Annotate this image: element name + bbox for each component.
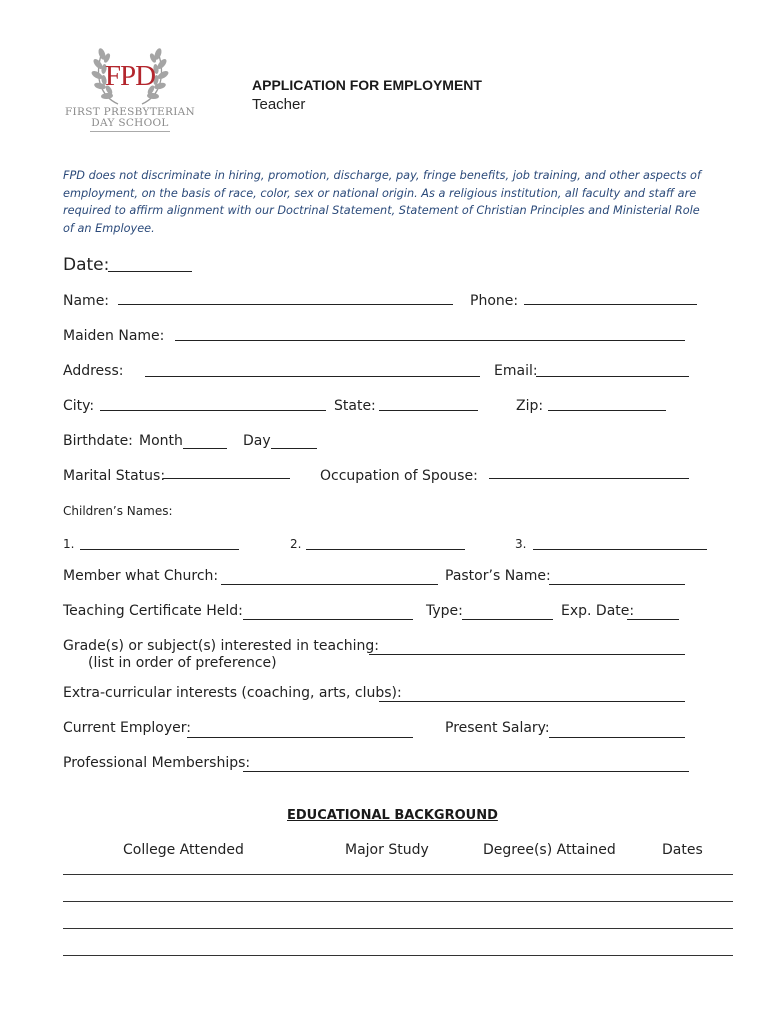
maiden-name-label: Maiden Name: bbox=[63, 328, 165, 344]
address-field[interactable] bbox=[145, 376, 480, 377]
cert-type-field[interactable] bbox=[462, 619, 553, 620]
current-employer-label: Current Employer: bbox=[63, 720, 191, 736]
extra-curricular-field[interactable] bbox=[379, 701, 685, 702]
child-3-label: 3. bbox=[515, 537, 527, 551]
column-header-major: Major Study bbox=[345, 842, 429, 858]
address-label: Address: bbox=[63, 363, 124, 379]
education-row-3-field[interactable] bbox=[63, 928, 733, 929]
date-field[interactable] bbox=[108, 271, 192, 272]
logo-underline bbox=[90, 131, 170, 132]
child-1-field[interactable] bbox=[80, 549, 239, 550]
logo-monogram: FPD bbox=[104, 60, 156, 92]
phone-field[interactable] bbox=[524, 304, 697, 305]
state-field[interactable] bbox=[379, 410, 478, 411]
maiden-name-field[interactable] bbox=[175, 340, 685, 341]
pastor-name-field[interactable] bbox=[549, 584, 685, 585]
member-church-field[interactable] bbox=[221, 584, 438, 585]
school-logo bbox=[60, 38, 200, 133]
birthdate-label: Birthdate: bbox=[63, 433, 133, 449]
child-3-field[interactable] bbox=[533, 549, 707, 550]
zip-field[interactable] bbox=[548, 410, 666, 411]
teaching-cert-field[interactable] bbox=[243, 619, 413, 620]
column-header-degree: Degree(s) Attained bbox=[483, 842, 616, 858]
city-label: City: bbox=[63, 398, 95, 414]
present-salary-field[interactable] bbox=[549, 737, 685, 738]
zip-label: Zip: bbox=[516, 398, 544, 414]
child-2-field[interactable] bbox=[306, 549, 465, 550]
state-label: State: bbox=[334, 398, 376, 414]
city-field[interactable] bbox=[100, 410, 326, 411]
education-row-4-field[interactable] bbox=[63, 955, 733, 956]
current-employer-field[interactable] bbox=[187, 737, 413, 738]
form-subtitle: Teacher bbox=[252, 96, 306, 113]
marital-status-label: Marital Status: bbox=[63, 468, 166, 484]
extra-curricular-label: Extra-curricular interests (coaching, arts, clubs): bbox=[63, 685, 402, 701]
cert-type-label: Type: bbox=[426, 603, 463, 619]
education-row-2-field[interactable] bbox=[63, 901, 733, 902]
exp-date-field[interactable] bbox=[627, 619, 679, 620]
childrens-names-label: Children’s Names: bbox=[63, 504, 173, 518]
phone-label: Phone: bbox=[470, 293, 519, 309]
email-field[interactable] bbox=[536, 376, 689, 377]
child-2-label: 2. bbox=[290, 537, 302, 551]
column-header-dates: Dates bbox=[662, 842, 703, 858]
date-label: Date: bbox=[63, 255, 110, 275]
occupation-spouse-label: Occupation of Spouse: bbox=[320, 468, 478, 484]
marital-status-field[interactable] bbox=[163, 478, 290, 479]
month-label: Month bbox=[139, 433, 183, 449]
education-section-title: EDUCATIONAL BACKGROUND bbox=[287, 808, 498, 823]
column-header-college: College Attended bbox=[123, 842, 244, 858]
prof-memberships-field[interactable] bbox=[243, 771, 689, 772]
logo-line-2: DAY SCHOOL bbox=[91, 117, 169, 129]
day-label: Day bbox=[243, 433, 271, 449]
child-1-label: 1. bbox=[63, 537, 75, 551]
day-field[interactable] bbox=[271, 448, 317, 449]
month-field[interactable] bbox=[183, 448, 227, 449]
grades-subjects-label: Grade(s) or subject(s) interested in teaching: bbox=[63, 638, 380, 654]
preference-note: (list in order of preference) bbox=[88, 655, 277, 671]
email-label: Email: bbox=[494, 363, 538, 379]
grades-subjects-field[interactable] bbox=[369, 654, 685, 655]
prof-memberships-label: Professional Memberships: bbox=[63, 755, 251, 771]
present-salary-label: Present Salary: bbox=[445, 720, 550, 736]
name-label: Name: bbox=[63, 293, 110, 309]
member-church-label: Member what Church: bbox=[63, 568, 219, 584]
occupation-spouse-field[interactable] bbox=[489, 478, 689, 479]
name-field[interactable] bbox=[118, 304, 453, 305]
form-title: APPLICATION FOR EMPLOYMENT bbox=[252, 77, 482, 93]
logo-line-1: FIRST PRESBYTERIAN bbox=[64, 106, 196, 118]
teaching-cert-label: Teaching Certificate Held: bbox=[63, 603, 243, 619]
non-discrimination-statement: FPD does not discriminate in hiring, promotion, discharge, pay, fringe benefits, job training, and other aspects of employment, on the basis of race, color, sex or national origin. As a religious institution, all faculty and staff are required to affirm alignment with our Doctrinal Statement, Statement of Christian Principles and Ministerial Role of an Employee. bbox=[63, 169, 701, 235]
pastor-name-label: Pastor’s Name: bbox=[445, 568, 551, 584]
exp-date-label: Exp. Date: bbox=[561, 603, 635, 619]
education-row-1-field[interactable] bbox=[63, 874, 733, 875]
